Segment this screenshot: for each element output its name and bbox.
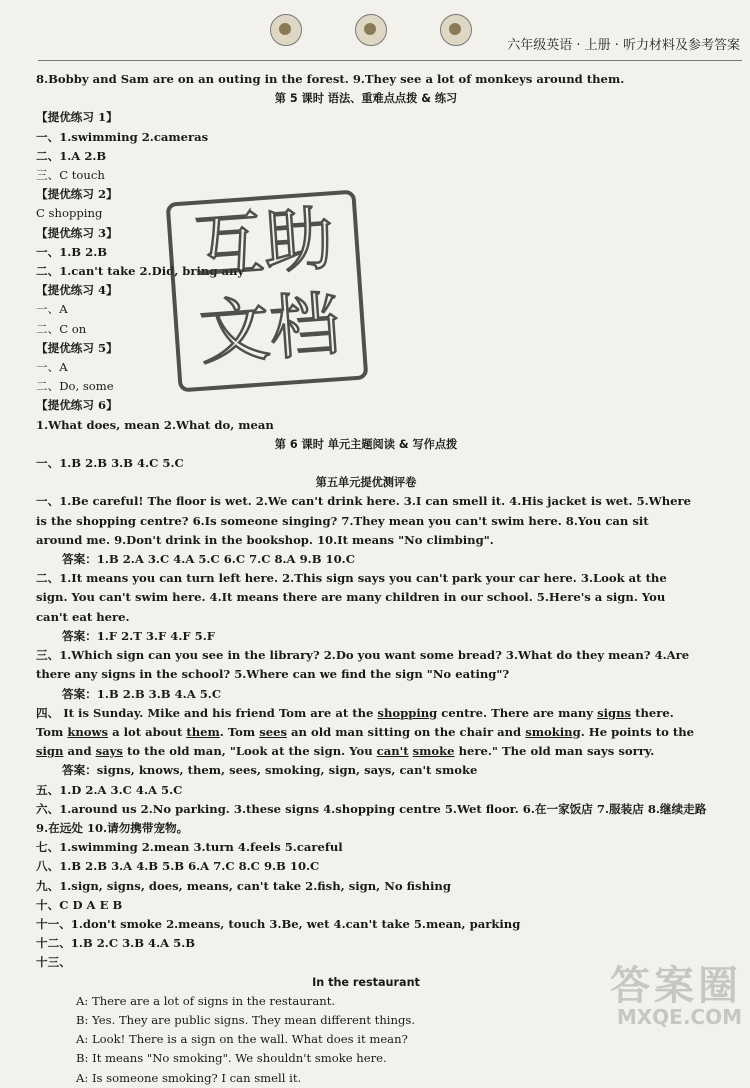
answer-line: 二、1.A 2.B bbox=[36, 148, 107, 163]
decorative-badge-icon bbox=[440, 14, 472, 46]
essay-title: In the restaurant bbox=[312, 975, 420, 989]
section-heading: 第五单元提优测评卷 bbox=[315, 476, 417, 490]
watermark-logo bbox=[610, 963, 742, 1029]
exercise-heading: 【提优练习 5】 bbox=[36, 340, 118, 355]
answer-line: 十三、 bbox=[36, 955, 71, 970]
exercise-heading: 【提优练习 1】 bbox=[36, 110, 118, 125]
answer-line: 十二、1.B 2.C 3.B 4.A 5.B bbox=[36, 936, 196, 951]
exercise-heading: 【提优练习 2】 bbox=[36, 187, 118, 202]
header-divider bbox=[38, 60, 742, 61]
book-title: 六年级英语 · 上册 · 听力材料及参考答案 bbox=[507, 38, 740, 53]
watermark-url: MXQE.COM bbox=[616, 1005, 742, 1029]
answer-content bbox=[36, 70, 707, 1088]
dialogue-line: B: It means "No smoking". We shouldn't smoke here. bbox=[76, 1051, 387, 1066]
exercise-heading: 【提优练习 3】 bbox=[36, 225, 118, 240]
answer-line: 二、C on bbox=[36, 321, 87, 336]
answer-line: 二、1.can't take 2.Did, bring any bbox=[36, 264, 245, 279]
decorative-badge-icon bbox=[270, 14, 302, 46]
answer-line: 答案：1.F 2.T 3.F 4.F 5.F bbox=[62, 628, 215, 643]
answer-line: 答案：1.B 2.B 3.B 4.A 5.C bbox=[62, 686, 222, 701]
answer-line: 一、1.B 2.B bbox=[36, 244, 108, 259]
answer-line: 1.What does, mean 2.What do, mean bbox=[36, 417, 274, 432]
answer-line: 九、1.sign, signs, does, means, can't take 2.fish, sign, No fishing bbox=[36, 878, 451, 893]
decorative-badge-icon bbox=[355, 14, 387, 46]
answer-line: 二、1.It means you can turn left here. 2.This sign says you can't park your car here. 3.Look at the sign. You can't swim here. 4.It means there are many children in our school. 5.Here's a sign. You can't eat here. bbox=[36, 571, 667, 624]
answer-line: 一、1.swimming 2.cameras bbox=[36, 129, 209, 144]
stamp-logo: 互助文档 bbox=[166, 190, 369, 393]
answer-line: 十、C D A E B bbox=[36, 897, 123, 912]
page-header bbox=[0, 0, 750, 68]
answer-line: 一、1.B 2.B 3.B 4.C 5.C bbox=[36, 456, 184, 471]
answer-line: 七、1.swimming 2.mean 3.turn 4.feels 5.careful bbox=[36, 840, 343, 855]
answer-line: 八、1.B 2.B 3.A 4.B 5.B 6.A 7.C 8.C 9.B 10.C bbox=[36, 859, 320, 874]
watermark-text: 答案圈 bbox=[610, 963, 742, 1009]
exercise-heading: 【提优练习 4】 bbox=[36, 283, 118, 298]
cloze-passage: 四、 It is Sunday. Mike and his friend Tom are at the shopping centre. There are many signs there. Tom knows a lot about them. Tom sees an old man sitting on the chair and smoking. He points to the sign and says to the old man, "Look at the sign. You can't smoke here." The old man says sorry. bbox=[36, 705, 695, 759]
answer-line: 二、Do, some bbox=[36, 379, 114, 394]
answer-line: 三、C touch bbox=[36, 168, 105, 183]
answer-line: 一、A bbox=[36, 302, 68, 317]
header-decoration bbox=[270, 14, 520, 50]
answer-line: 一、A bbox=[36, 360, 68, 375]
answer-line: C shopping bbox=[36, 206, 103, 221]
answer-line: 一、1.Be careful! The floor is wet. 2.We can't drink here. 3.I can smell it. 4.His jacket is wet. 5.Where is the shopping centre? 6.Is someone singing? 7.They mean you can't swim here. 8.You can sit around me. 9.Don't drink in the bookshop. 10.It means "No climbing". bbox=[36, 494, 691, 547]
dialogue-line: A: There are a lot of signs in the restaurant. bbox=[76, 993, 336, 1008]
answer-line: 8.Bobby and Sam are on an outing in the forest. 9.They see a lot of monkeys around them. bbox=[36, 72, 625, 86]
section-heading: 第 6 课时 单元主题阅读 & 写作点拨 bbox=[274, 437, 458, 451]
section-heading: 第 5 课时 语法、重难点点拨 & 练习 bbox=[274, 92, 458, 106]
exercise-heading: 【提优练习 6】 bbox=[36, 398, 118, 413]
answer-line: 五、1.D 2.A 3.C 4.A 5.C bbox=[36, 782, 183, 797]
answer-line: 三、1.Which sign can you see in the library? 2.Do you want some bread? 3.What do they mean? 4.Are there any signs in the school? 5.Where can we find the sign "No eating"? bbox=[36, 648, 690, 682]
dialogue-line: A: Is someone smoking? I can smell it. bbox=[76, 1070, 302, 1085]
answer-line: 9.在远处 10.请勿携带宠物。 bbox=[36, 820, 189, 835]
answer-line: 十一、1.don't smoke 2.means, touch 3.Be, wet 4.can't take 5.mean, parking bbox=[36, 916, 521, 931]
answer-line: 答案：1.B 2.A 3.C 4.A 5.C 6.C 7.C 8.A 9.B 10.C bbox=[62, 552, 355, 567]
answer-line: 六、1.around us 2.No parking. 3.these signs 4.shopping centre 5.Wet floor. 6.在一家饭店 7.服装店 8.继续走路 bbox=[36, 801, 707, 816]
answer-line: 答案：signs, knows, them, sees, smoking, sign, says, can't smoke bbox=[62, 763, 478, 778]
dialogue-line: A: Look! There is a sign on the wall. What does it mean? bbox=[76, 1032, 408, 1047]
dialogue-line: B: Yes. They are public signs. They mean different things. bbox=[76, 1012, 416, 1027]
